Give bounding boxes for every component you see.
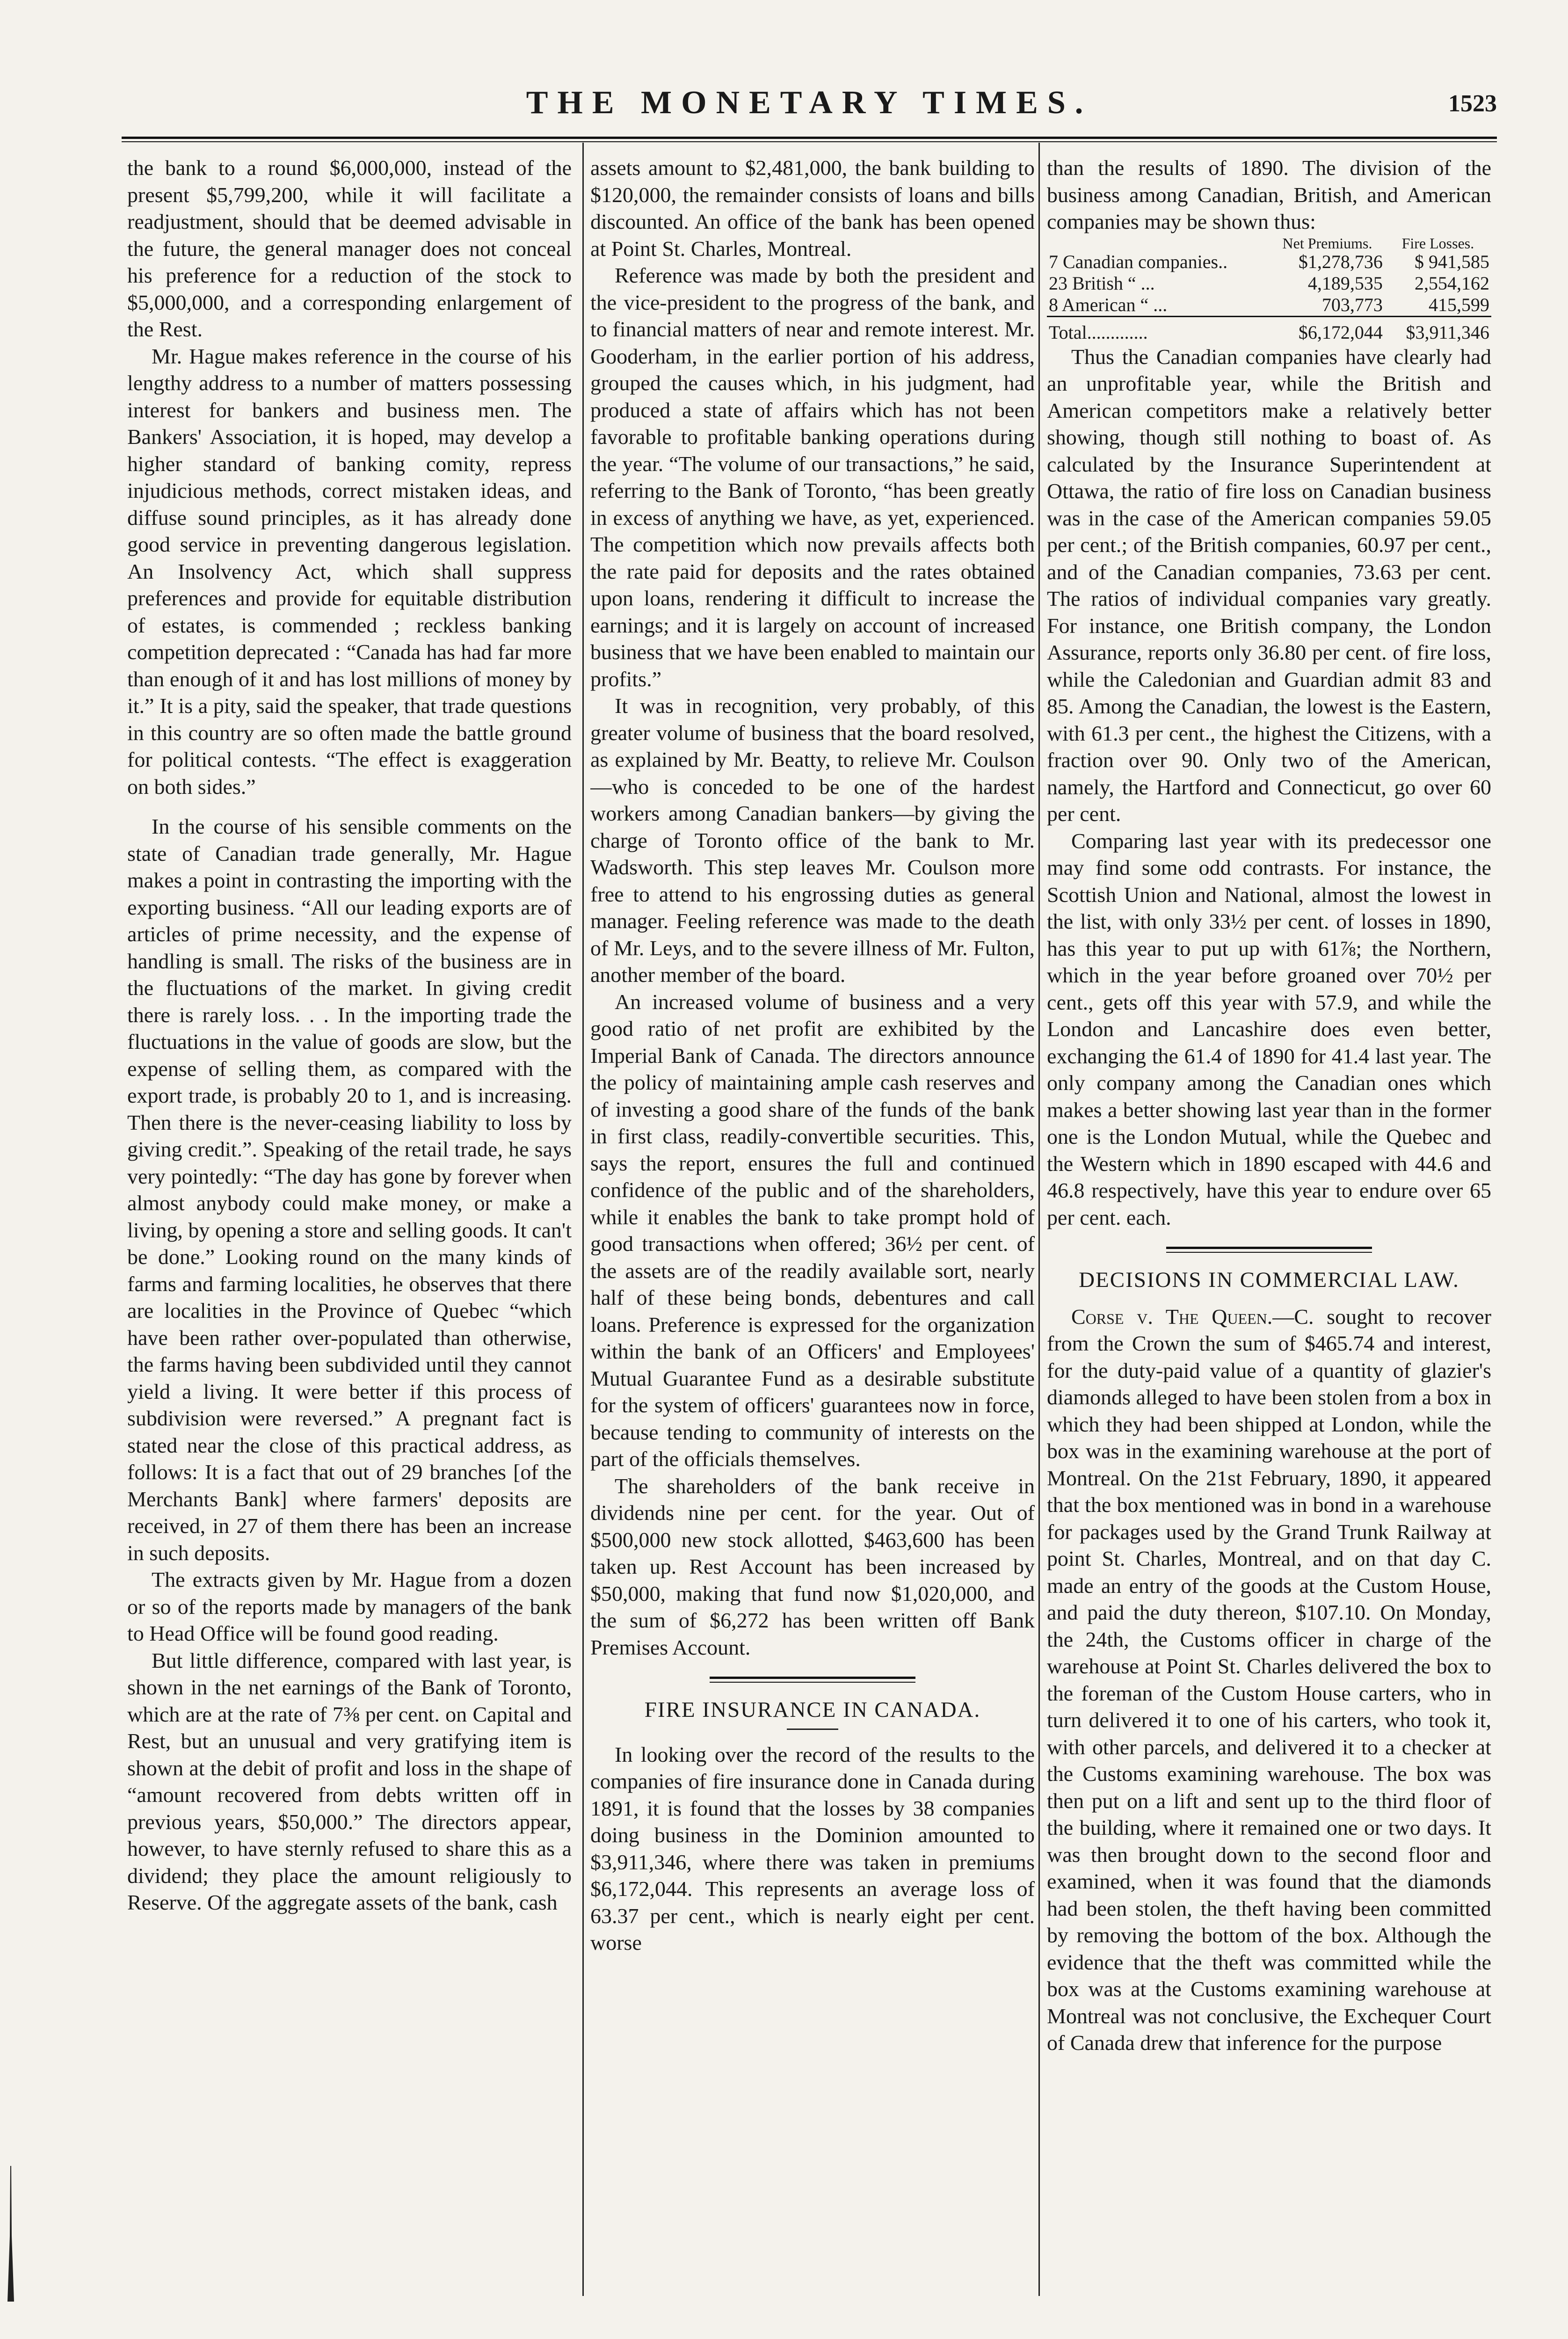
paragraph: But little difference, compared with last year, is shown in the net earnings of the Bank of Toronto, which are at the rate of 7⅜ per cent. on Capital and Rest, but an unusual and very gratifying item is shown at the debit of profit and loss in the shape of “amount recovered from debts written off in previous years, $50,000.” The directors appear, however, to have sternly refused to share this as a dividend; they place the amount religiously to Reserve. Of the aggregate assets of the bank, cash <box>127 1648 572 1914</box>
paragraph: Thus the Canadian companies have clearly had an unprofitable year, while the British and American competitors make a relatively better showing, though still nothing to boast of. As calculated by the Insurance Superintendent at Ottawa, the ratio of fire loss on Canadian business was in the case of the American companies 59.05 per cent.; of the British companies, 60.97 per cent., and of the Canadian companies, 73.63 per cent. The ratios of individual companies vary greatly. For instance, one British company, the London Assurance, reports only 36.80 per cent. of fire loss, while the Caledonian and Guardian admit 83 and 85. Among the Canadian, the lowest is the Eastern, with 61.3 per cent., the highest the Citizens, with a fraction over 90. Only two of the American, namely, the Hartford and Connecticut, go over 60 per cent. <box>1047 344 1491 826</box>
paragraph: assets amount to $2,481,000, the bank building to $120,000, the remainder consists of loans and bills discounted. An office of the bank has been opened at Point St. Charles, Montreal. <box>590 156 1035 261</box>
table-header: Net Premiums. <box>1282 234 1372 252</box>
section-heading-commercial-law: DECISIONS IN COMMERCIAL LAW. <box>1079 1268 1459 1292</box>
paragraph: In looking over the record of the results to the companies of fire insurance done in Canada during 1891, it is found that the losses by 38 companies doing business in the Dominion amounted to $3,911,346, where there was taken in premiums $6,172,044. This represents an average loss of 63.37 per cent., which is nearly eight per cent. worse <box>590 1742 1035 1954</box>
paragraph: the bank to a round $6,000,000, instead of the present $5,799,200, while it will facilitate a readjustment, should that be deemed advisable in the future, the general manager does not conceal his preference for a reduction of the stock to $5,000,000, and a corresponding enlargement of the Rest. <box>127 156 572 341</box>
table-cell: 703,773 <box>1321 294 1383 315</box>
paragraph: An increased volume of business and a very good ratio of net profit are exhibited by the Imperial Bank of Canada. The directors announce the policy of maintaining ample cash reserves and of investing a good share of the funds of the bank in first class, readily-convertible securities. This, says the report, ensures the full and continued confidence of the public and of the shareholders, while it enables the bank to take prompt hold of good transactions when offered; 36½ per cent. of the assets are of the readily available sort, nearly half of these being bonds, debentures and call loans. Preference is expressed for the organization within the bank of an Officers' and Employees' Mutual Guarantee Fund as a desirable substitute for the system of officers' guarantees now in force, because tending to community of interests on the part of the officials themselves. <box>590 989 1035 1471</box>
paragraph <box>1047 1303 1491 2056</box>
column-divider <box>582 143 584 2296</box>
masthead-title: THE MONETARY TIMES. <box>526 85 1093 121</box>
header-rule <box>122 137 1497 139</box>
page-header <box>122 84 1497 136</box>
table-row <box>1047 273 1491 294</box>
table-cell: 7 Canadian companies.. <box>1049 251 1228 272</box>
table-cell: $1,278,736 <box>1298 251 1383 272</box>
case-name: Corse v. The Queen. <box>1071 1304 1273 1329</box>
paragraph: The shareholders of the bank receive in dividends nine per cent. for the year. Out of $500,000 new stock allotted, $463,600 has been taken up. Rest Account has been increased by $50,000, making that fund now $1,020,000, and the sum of $6,272 has been written off Bank Premises Account. <box>590 1474 1035 1659</box>
heading-rule <box>787 1729 838 1730</box>
page-number: 1523 <box>1448 90 1497 117</box>
paragraph: Comparing last year with its predecessor one may find some odd contrasts. For instance, the Scottish Union and National, almost the lowest in the list, with only 33½ per cent. of losses in 1890, has this year to put up with 61⅞; the Northern, which in the year before groaned over 70½ per cent., gets off this year with 57.9, and while the London and Lancashire does even better, exchanging the 61.4 of 1890 for 41.4 last year. The only company among the Canadian ones which makes a better showing last year than in the former one is the London Mutual, while the Quebec and the Western which in 1890 escaped with 44.6 and 46.8 respectively, have this year to endure over 65 per cent. each. <box>1047 828 1491 1229</box>
table-cell: $6,172,044 <box>1270 316 1385 343</box>
table-cell: 2,554,162 <box>1415 272 1489 294</box>
table-cell: $ 941,585 <box>1415 251 1489 272</box>
paragraph: than the results of 1890. The division of the business among Canadian, British, and American companies may be shown thus: <box>1047 156 1491 233</box>
column-divider <box>1038 143 1040 2296</box>
header-rule-thin <box>122 141 1497 142</box>
table-cell: 4,189,535 <box>1307 272 1383 294</box>
paragraph: The extracts given by Mr. Hague from a dozen or so of the reports made by managers of the bank to Head Office will be found good reading. <box>127 1568 572 1645</box>
table-row <box>1047 251 1491 273</box>
table-cell: Total............. <box>1047 316 1270 343</box>
paragraph: Mr. Hague makes reference in the course of his lengthy address to a number of matters possessing interest for bankers and business men. The Bankers' Association, it is hoped, may develop a higher standard of banking comity, repress injudicious methods, correct mistaken ideas, and diffuse sound principles, as it has already done good service in preventing dangerous legislation. An Insolvency Act, which shall suppress preferences and provide for equitable distribution of estates, is commended ; reckless banking competition deprecated : “Canada has had far more than enough of it and has lost millions of money by it.” It is a pity, said the speaker, that trade questions in this country are so often made the battle ground for political contests. “The effect is exaggeration on both sides.” <box>127 344 572 799</box>
table-cell: 8 American “ ... <box>1049 294 1168 315</box>
insurance-table <box>1047 235 1491 343</box>
section-divider <box>1166 1247 1372 1253</box>
table-row <box>1047 294 1491 317</box>
table-header <box>1047 235 1270 251</box>
margin-mark-icon <box>4 2166 18 2306</box>
table-cell: 415,599 <box>1429 294 1489 315</box>
table-cell: 23 British “ ... <box>1049 272 1155 294</box>
column-3 <box>1047 154 1491 2325</box>
table-header-row <box>1047 235 1491 251</box>
table-cell: $3,911,346 <box>1385 316 1491 343</box>
paragraph: In the course of his sensible comments on the state of Canadian trade generally, Mr. Hague makes a point in contrasting the importing with the exporting business. “All our leading exports are of articles of prime necessity, and the expense of handling is small. The risks of the business are in the fluctuations of the market. In giving credit there is rarely loss. . . In the importing trade the fluctuations in the value of goods are slow, but the expense of selling them, as compared with the export trade, is probably 20 to 1, and is increasing. Then there is the never-ceasing liability to loss by giving credit.”. Speaking of the retail trade, he says very pointedly: “The day has gone by forever when almost anybody could make money, or make a living, by opening a store and selling goods. It can't be done.” Looking round on the many kinds of farms and farming localities, he observes that there are localities in the Province of Quebec “which have been rather over-populated than otherwise, the farms having been subdivided until they cannot yield a living. It were better if this process of subdivision were reversed.” A pregnant fact is stated near the close of this practical address, as follows: It is a fact that out of 29 branches [of the Merchants Bank] where farmers' deposits are received, in 27 of them there has been an increase in such deposits. <box>127 814 572 1565</box>
section-divider <box>710 1677 915 1683</box>
table-total-row <box>1047 316 1491 343</box>
section-heading-fire-insurance: FIRE INSURANCE IN CANADA. <box>644 1698 981 1722</box>
column-1 <box>127 154 572 2325</box>
column-2 <box>590 154 1035 2325</box>
table-header: Fire Losses. <box>1401 234 1474 252</box>
paragraph: Reference was made by both the president and the vice-president to the progress of the bank, and to financial matters of near and remote interest. Mr. Gooderham, in the earlier portion of his address, grouped the causes which, in his judgment, had produced a state of affairs which has not been favorable to profitable banking operations during the year. “The volume of our transactions,” he said, referring to the Bank of Toronto, “has been greatly in excess of anything we have, as yet, experienced. The competition which now prevails affects both the rate paid for deposits and the rates obtained upon loans, rendering it difficult to increase the earnings; and it is largely on account of increased business that we have been enabled to maintain our profits.” <box>590 263 1035 691</box>
case-text: —C. sought to recover from the Crown the sum of $465.74 and interest, for the duty-paid value of a quantity of glazier's diamonds alleged to have been stolen from a box in which they had been shipped at London, while the box was in the examining warehouse at the port of Montreal. On the 21st February, 1890, it appeared that the box mentioned was in bond in a warehouse for packages used by the Grand Trunk Railway at point St. Charles, Montreal, and on that day C. made an entry of the goods at the Custom House, and paid the duty thereon, $107.10. On Monday, the 24th, the Customs officer in charge of the warehouse at Point St. Charles delivered the box to the foreman of the Custom House carters, who in turn delivered it to one of his carters, who took it, with other parcels, and delivered it to a checker at the Customs examining warehouse. The box was then put on a lift and sent up to the third floor of the building, where it remained one or two days. It was then brought down to the second floor and examined, when it was found that the diamonds had been stolen, the theft having been committed by removing the bottom of the box. Although the evidence that the theft was committed while the box was at the Customs examining warehouse at Montreal was not conclusive, the Exchequer Court of Canada drew that inference for the purpose <box>1047 1304 1491 2055</box>
paragraph: It was in recognition, very probably, of this greater volume of business that the board resolved, as explained by Mr. Beatty, to relieve Mr. Coulson—who is conceded to be one of the hardest workers among Canadian bankers—by giving the charge of Toronto office of the bank to Mr. Wadsworth. This step leaves Mr. Coulson more free to attend to his engrossing duties as general manager. Feeling reference was made to the death of Mr. Leys, and to the severe illness of Mr. Fulton, another member of the board. <box>590 694 1035 987</box>
